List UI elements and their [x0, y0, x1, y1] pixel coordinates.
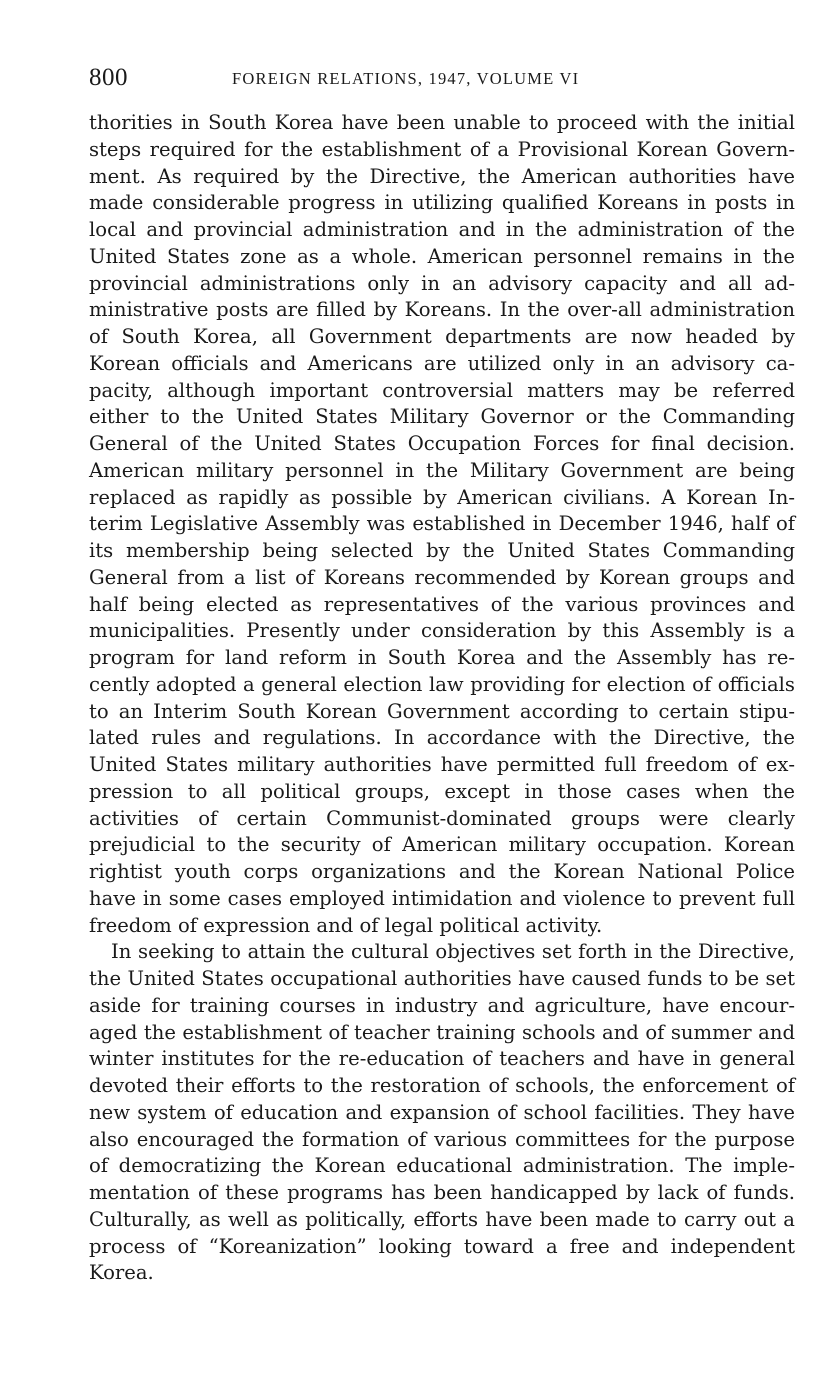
running-head	[89, 62, 795, 94]
paragraph-2: In seeking to attain the cultural objectives set forth in the Directive, the United States occupational authorities have caused funds to be set aside for training courses in industry and agriculture, have encouraged the establishment of teacher training schools and of summer and winter institutes for the re-education of teachers and have in general devoted their efforts to the restoration of schools, the enforcement of new system of education and expansion of school facilities. They have also encouraged the formation of various committees for the purpose of democratizing the Korean educational administration. The implementation of these programs has been handicapped by lack of funds. Culturally, as well as politically, efforts have been made to carry out a process of “Koreanization” looking toward a free and independent Korea.	[89, 940, 795, 1285]
page-number: 800	[89, 64, 128, 91]
body-text	[89, 110, 795, 1287]
running-title: FOREIGN RELATIONS, 1947, VOLUME VI	[232, 69, 580, 88]
paragraph-1: thorities in South Korea have been unable to proceed with the initial steps required for the establishment of a Provisional Korean Government. As required by the Directive, the American authorities have made considerable progress in utilizing qualified Koreans in posts in local and provincial administration and in the administration of the United States zone as a whole. American personnel remains in the provincial administrations only in an advisory capacity and all administrative posts are filled by Koreans. In the over-all administration of South Korea, all Government departments are now headed by Korean officials and Americans are utilized only in an advisory capacity, although important controversial matters may be referred either to the United States Military Governor or the Commanding General of the United States Occupation Forces for final decision. American military personnel in the Military Government are being replaced as rapidly as possible by American civilians. A Korean Interim Legislative Assembly was established in December 1946, half of its membership being selected by the United States Commanding General from a list of Koreans recommended by Korean groups and half being elected as representatives of the various provinces and municipalities. Presently under consideration by this Assembly is a program for land reform in South Korea and the Assembly has recently adopted a general election law providing for election of officials to an Interim South Korean Government according to certain stipulated rules and regulations. In accordance with the Directive, the United States military authorities have permitted full freedom of expression to all political groups, except in those cases when the activities of certain Communist-dominated groups were clearly prejudicial to the security of American military occupation. Korean rightist youth corps organizations and the Korean National Police have in some cases employed intimidation and violence to prevent full freedom of expression and of legal political activity.	[89, 111, 795, 937]
